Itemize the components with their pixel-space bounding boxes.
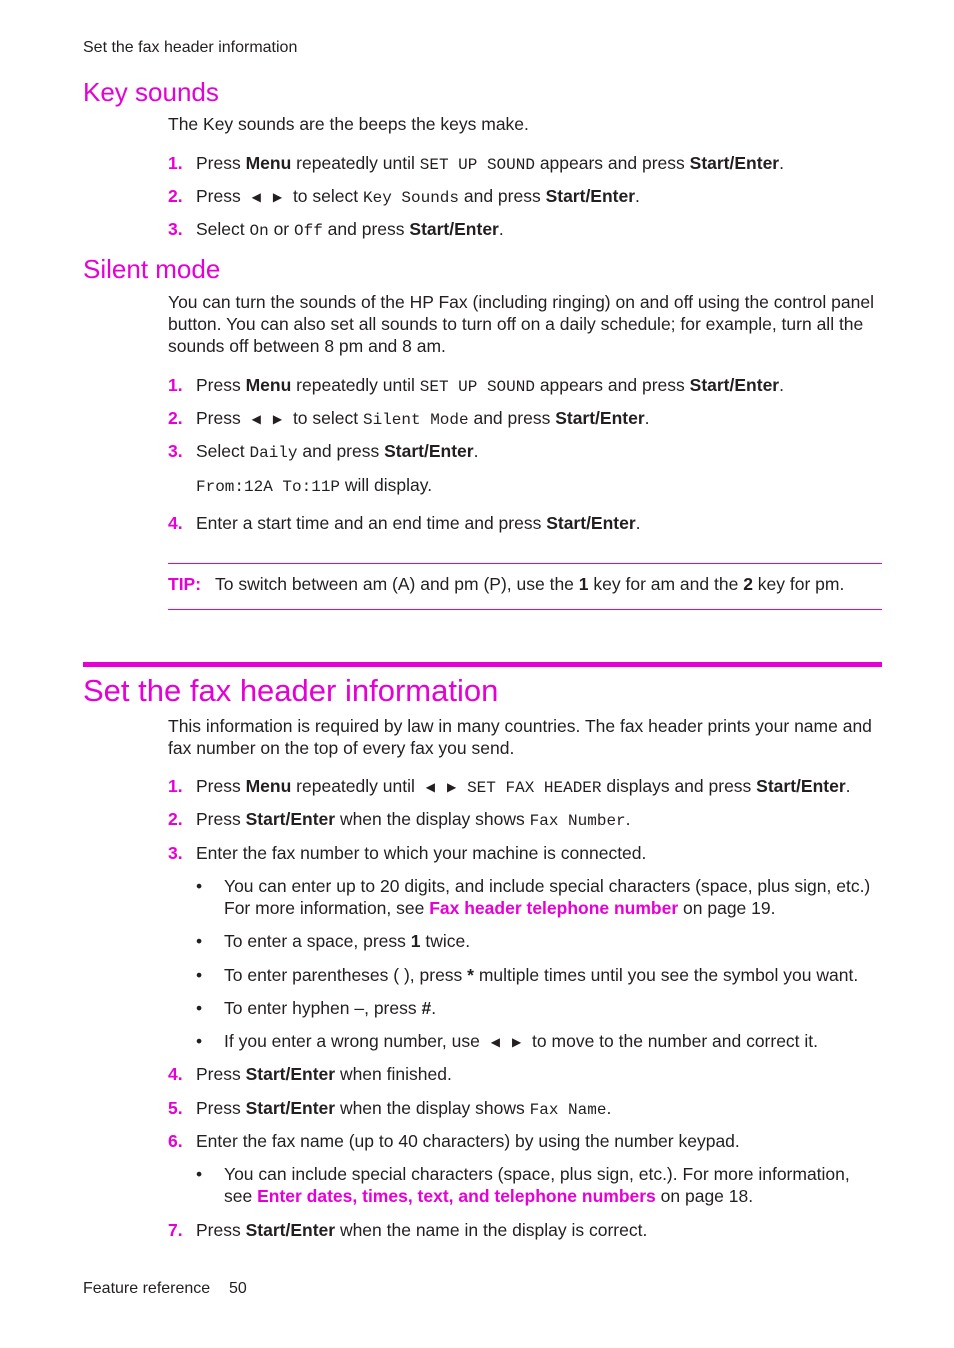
step-text: .	[625, 809, 631, 829]
menu-key-label: Menu	[245, 776, 292, 796]
step-number: 3.	[168, 219, 183, 239]
display-text: From:12A To:11P	[196, 478, 341, 496]
note-text: will display.	[340, 475, 433, 495]
bullet-text: To enter parentheses ( ), press	[224, 965, 468, 985]
bullet-icon: •	[196, 1031, 203, 1051]
page-number: 50	[229, 1280, 247, 1297]
step-text: Press	[196, 186, 246, 206]
start-enter-key-label: Start/Enter	[555, 408, 645, 428]
step-text: when finished.	[335, 1064, 452, 1084]
hash-key-label: #	[421, 998, 432, 1018]
heading-fax-header: Set the fax header information	[83, 673, 499, 708]
step-text: and press	[322, 219, 410, 239]
tip-text	[215, 573, 844, 595]
display-text: Silent Mode	[362, 411, 469, 429]
step-text: appears and press	[534, 375, 690, 395]
step-text: Press	[196, 375, 246, 395]
display-text: SET UP SOUND	[419, 156, 535, 174]
start-enter-key-label: Start/Enter	[245, 1064, 336, 1084]
right-arrow-icon: ▶	[272, 412, 283, 426]
step-text: to select	[288, 186, 363, 206]
step-text: Select	[196, 441, 250, 461]
step-number: 6.	[168, 1131, 183, 1151]
step-text: repeatedly until	[291, 776, 420, 796]
step-text: when the name in the display is correct.	[335, 1220, 648, 1240]
star-key-label: *	[467, 965, 474, 985]
step-text: displays and press	[601, 776, 757, 796]
right-arrow-icon: ▶	[446, 780, 457, 794]
display-text: Fax Name	[529, 1101, 607, 1119]
bullet-icon: •	[196, 1164, 203, 1184]
heading-key-sounds: Key sounds	[83, 77, 219, 107]
menu-key-label: Menu	[245, 153, 292, 173]
step-text: Enter the fax number to which your machine is connected.	[196, 843, 647, 863]
tip-bottom-rule	[168, 609, 882, 610]
step-text: .	[779, 375, 784, 395]
display-text: SET UP SOUND	[419, 378, 535, 396]
step-number: 4.	[168, 1064, 183, 1084]
step-text: to select	[288, 408, 363, 428]
step-text: when the display shows	[335, 809, 530, 829]
start-enter-key-label: Start/Enter	[409, 219, 499, 239]
right-arrow-icon: ▶	[511, 1035, 522, 1049]
step-number: 1.	[168, 375, 183, 395]
start-enter-key-label: Start/Enter	[384, 441, 474, 461]
bullet-text: To enter a space, press	[224, 931, 411, 951]
start-enter-key-label: Start/Enter	[689, 375, 780, 395]
bullet-icon: •	[196, 876, 203, 896]
left-arrow-icon: ◀	[251, 190, 261, 204]
bullet-text: multiple times until you see the symbol you want.	[473, 965, 859, 985]
step-text: Press	[196, 1220, 246, 1240]
step-number: 1.	[168, 153, 183, 173]
step-text: repeatedly until	[291, 153, 420, 173]
bullet-icon: •	[196, 998, 203, 1018]
step-text: Press	[196, 1098, 246, 1118]
heading-silent-mode: Silent mode	[83, 254, 221, 284]
step-text: and press	[459, 186, 546, 206]
key-1-label: 1	[410, 931, 421, 951]
step-text: Enter a start time and an end time and press	[196, 513, 547, 533]
start-enter-key-label: Start/Enter	[245, 809, 336, 829]
start-enter-key-label: Start/Enter	[245, 1098, 336, 1118]
silent-mode-intro: You can turn the sounds of the HP Fax (including ringing) on and off using the control panel button. You can also set all sounds to turn off on a daily schedule; for example, turn all the sounds off between 8 pm and 8 am.	[168, 292, 874, 356]
start-enter-key-label: Start/Enter	[546, 513, 636, 533]
menu-key-label: Menu	[245, 375, 292, 395]
step-text: .	[635, 186, 640, 206]
step-number: 3.	[168, 441, 183, 461]
step-text: and press	[297, 441, 385, 461]
display-text: Daily	[249, 444, 298, 462]
step-text: or	[268, 219, 294, 239]
left-arrow-icon: ◀	[425, 780, 435, 794]
step-number: 2.	[168, 809, 183, 829]
start-enter-key-label: Start/Enter	[545, 186, 636, 206]
bullet-text: twice.	[420, 931, 471, 951]
start-enter-key-label: Start/Enter	[689, 153, 780, 173]
step-number: 5.	[168, 1098, 183, 1118]
display-text: On	[249, 222, 269, 240]
bullet-icon: •	[196, 931, 203, 951]
step-text: Press	[196, 809, 246, 829]
step-text: Press	[196, 408, 246, 428]
step-text: Enter the fax name (up to 40 characters) by using the number keypad.	[196, 1131, 740, 1151]
bullet-text: to move to the number and correct it.	[527, 1031, 819, 1051]
fax-header-telephone-number-link[interactable]: Fax header telephone number	[429, 898, 679, 918]
section-rule	[83, 662, 882, 667]
key-sounds-intro: The Key sounds are the beeps the keys make.	[168, 114, 529, 134]
display-text: Off	[294, 222, 323, 240]
left-arrow-icon: ◀	[251, 412, 261, 426]
tip-text-part: To switch between am (A) and pm (P), use the	[215, 574, 579, 594]
step-text: .	[644, 408, 650, 428]
display-text: Fax Number	[529, 812, 626, 830]
step-text: appears and press	[534, 153, 690, 173]
step-text: when the display shows	[335, 1098, 530, 1118]
step-number: 3.	[168, 843, 183, 863]
step-text: Press	[196, 153, 246, 173]
tip-label: TIP:	[168, 574, 202, 594]
bullet-text: on page 18.	[655, 1186, 754, 1206]
step-number: 1.	[168, 776, 183, 796]
start-enter-key-label: Start/Enter	[756, 776, 846, 796]
step-text: Select	[196, 219, 250, 239]
bullet-text: You can include special characters (space, plus sign, etc.). For more information, see	[224, 1164, 850, 1206]
tip-text-part: key for am and the	[588, 574, 744, 594]
step-number: 2.	[168, 186, 183, 206]
display-text: SET FAX HEADER	[467, 779, 602, 797]
step-text: Press	[196, 776, 246, 796]
bullet-icon: •	[196, 965, 203, 985]
display-text: Key Sounds	[362, 189, 459, 207]
bullet-text: You can enter up to 20 digits, and include special characters (space, plus sign, etc.) For more information, see	[224, 876, 871, 918]
start-enter-key-label: Start/Enter	[245, 1220, 336, 1240]
step-text: and press	[468, 408, 556, 428]
step-text: .	[779, 153, 784, 173]
step-text: .	[845, 776, 851, 796]
silent-mode-step-3-note	[196, 474, 432, 498]
bullet-text: .	[431, 998, 437, 1018]
tip-text-part: key for pm.	[752, 574, 845, 594]
left-arrow-icon: ◀	[490, 1035, 500, 1049]
key-1-label: 1	[578, 574, 589, 594]
bullet-text: If you enter a wrong number, use	[224, 1031, 485, 1051]
step-text: .	[473, 441, 479, 461]
key-2-label: 2	[743, 574, 753, 594]
enter-dates-times-text-link[interactable]: Enter dates, times, text, and telephone numbers	[257, 1186, 656, 1206]
step-number: 4.	[168, 513, 183, 533]
tip-top-rule	[168, 563, 882, 564]
step-text: .	[606, 1098, 612, 1118]
footer-section-name: Feature reference	[83, 1280, 211, 1297]
fax-header-intro: This information is required by law in many countries. The fax header prints your name and fax number on the top of every fax you send.	[168, 716, 872, 758]
step-number: 2.	[168, 408, 183, 428]
running-head: Set the fax header information	[83, 39, 298, 56]
bullet-text: To enter hyphen –, press	[224, 998, 422, 1018]
right-arrow-icon: ▶	[272, 190, 283, 204]
step-text: Press	[196, 1064, 246, 1084]
step-text: .	[635, 513, 641, 533]
bullet-text: on page 19.	[678, 898, 776, 918]
step-text: repeatedly until	[291, 375, 420, 395]
step-number: 7.	[168, 1220, 183, 1240]
step-text: .	[498, 219, 504, 239]
